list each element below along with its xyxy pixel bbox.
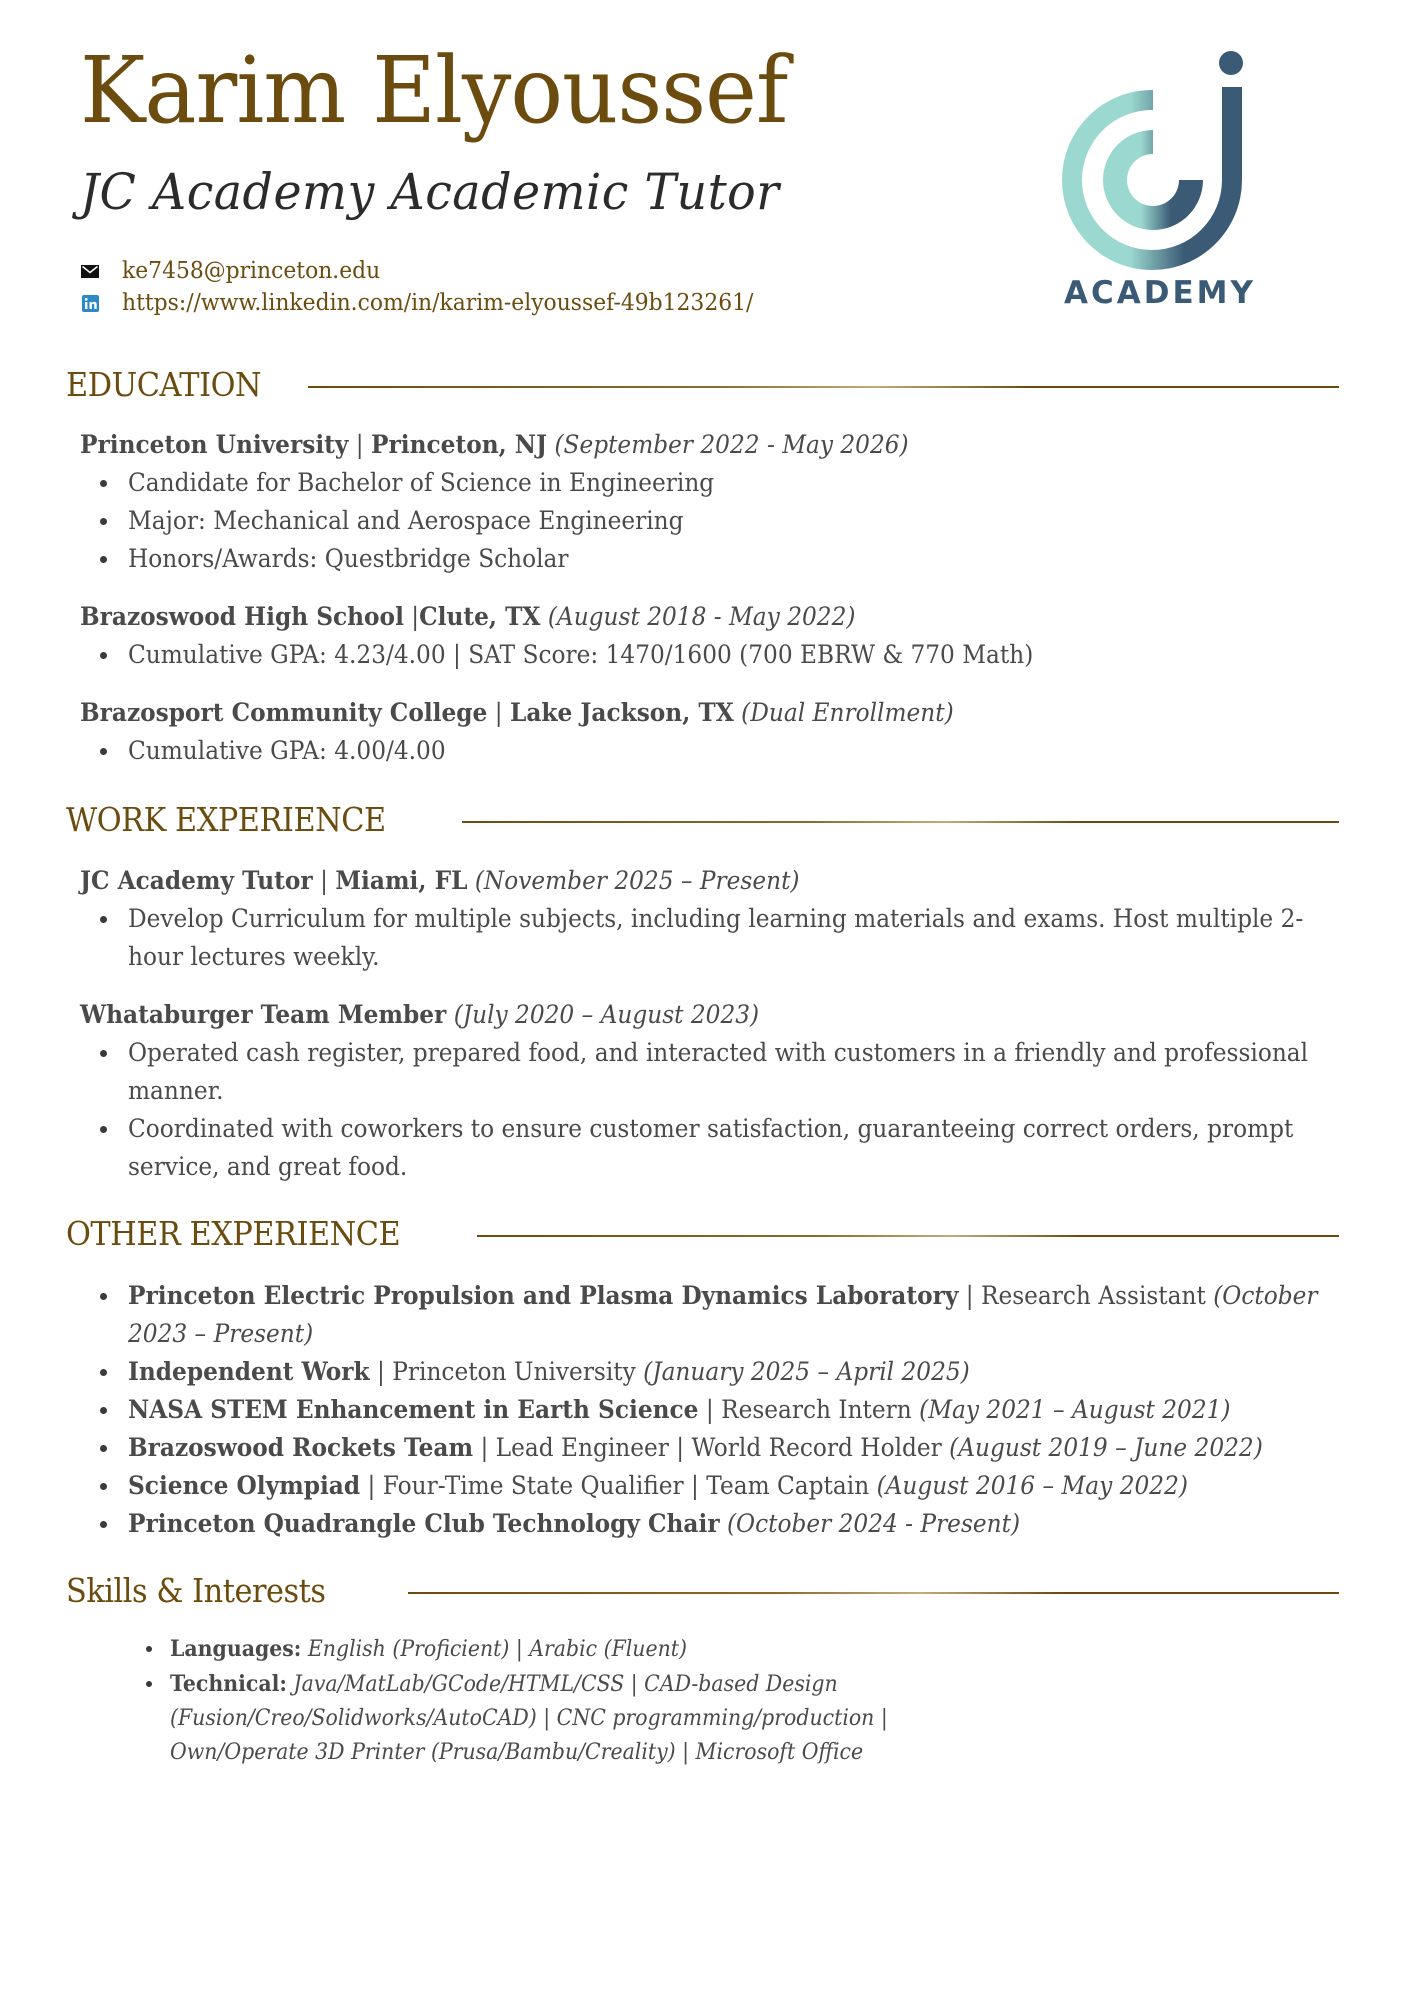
logo-dot bbox=[1219, 51, 1243, 75]
dates: (August 2019 – June 2022) bbox=[949, 1433, 1263, 1462]
list-item bbox=[80, 1467, 1344, 1505]
role: JC Academy Tutor bbox=[80, 866, 313, 895]
detail: | Lead Engineer | World Record Holder bbox=[473, 1433, 950, 1462]
contact-linkedin bbox=[80, 287, 787, 319]
list-item: Major: Mechanical and Aerospace Engineering bbox=[80, 502, 1344, 540]
location: Clute, TX bbox=[419, 602, 541, 631]
education-entry bbox=[80, 426, 1344, 578]
education-entry bbox=[80, 598, 1344, 674]
skill-label: Technical: bbox=[170, 1671, 287, 1697]
list-item bbox=[124, 1667, 1294, 1770]
section-divider bbox=[462, 821, 1339, 823]
list-item: Operated cash register, prepared food, and interacted with customers in a friendly and professional manner. bbox=[80, 1034, 1344, 1110]
entry-header bbox=[80, 426, 1256, 464]
dates: (May 2021 – August 2021) bbox=[919, 1395, 1231, 1424]
section-divider bbox=[477, 1235, 1339, 1237]
location: Princeton, NJ bbox=[371, 430, 548, 459]
list-item bbox=[80, 1353, 1344, 1391]
section-title-work: WORK EXPERIENCE bbox=[66, 799, 386, 839]
other-experience-list bbox=[80, 1277, 1344, 1543]
entry-header bbox=[80, 862, 1256, 900]
dates: (October 2023 – Present) bbox=[128, 1281, 1318, 1348]
section-title-skills: Skills & Interests bbox=[66, 1570, 326, 1610]
separator: | bbox=[312, 866, 336, 895]
linkedin-link[interactable]: https://www.linkedin.com/in/karim-elyoussef-49b123261/ bbox=[122, 290, 754, 316]
list-item bbox=[80, 1277, 1344, 1353]
school-name: Brazoswood High School bbox=[80, 602, 404, 631]
location: Lake Jackson, TX bbox=[509, 698, 734, 727]
job-title: JC Academy Academic Tutor bbox=[80, 163, 780, 221]
org-name: Brazoswood Rockets Team bbox=[128, 1433, 474, 1462]
org-name: NASA STEM Enhancement in Earth Science bbox=[128, 1395, 699, 1424]
list-item: Coordinated with coworkers to ensure customer satisfaction, guaranteeing correct orders, prompt service, and great food. bbox=[80, 1110, 1344, 1186]
section-divider bbox=[408, 1592, 1339, 1594]
separator: | bbox=[403, 602, 420, 631]
detail: | Research Intern bbox=[698, 1395, 920, 1424]
skill-value: Java/MatLab/GCode/HTML/CSS | CAD-based Design (Fusion/Creo/Solidworks/AutoCAD) | CNC programming/production | Own/Operate 3D Printer (Prusa/Bambu/Creality) | Microsoft Office bbox=[170, 1672, 888, 1765]
skills-list bbox=[124, 1632, 1294, 1770]
list-item: Honors/Awards: Questbridge Scholar bbox=[80, 540, 1344, 578]
section-divider bbox=[308, 386, 1339, 388]
list-item bbox=[124, 1632, 1294, 1667]
education-entry bbox=[80, 694, 1344, 770]
org-name: Princeton Quadrangle Club Technology Chair bbox=[128, 1509, 720, 1538]
school-name: Brazosport Community College bbox=[80, 698, 488, 727]
work-entry bbox=[80, 862, 1344, 976]
section-title-education: EDUCATION bbox=[66, 364, 262, 404]
separator: | bbox=[487, 698, 510, 727]
list-item: Candidate for Bachelor of Science in Engineering bbox=[80, 464, 1344, 502]
dates: (July 2020 – August 2023) bbox=[453, 1000, 760, 1029]
entry-header bbox=[80, 694, 1256, 732]
linkedin-icon bbox=[80, 295, 100, 311]
list-item: Develop Curriculum for multiple subjects, including learning materials and exams. Host multiple 2-hour lectures weekly. bbox=[80, 900, 1344, 976]
email-link[interactable]: ke7458@princeton.edu bbox=[122, 258, 381, 284]
contact-email bbox=[80, 255, 787, 287]
school-name: Princeton University bbox=[80, 430, 349, 459]
candidate-name: Karim Elyoussef bbox=[80, 37, 788, 144]
dates: (January 2025 – April 2025) bbox=[643, 1357, 970, 1386]
org-name: Independent Work bbox=[128, 1357, 370, 1386]
detail: | Princeton University bbox=[369, 1357, 644, 1386]
separator: | bbox=[348, 430, 372, 459]
location: Miami, FL bbox=[335, 866, 468, 895]
dates: (August 2018 - May 2022) bbox=[547, 602, 856, 631]
skill-value: English (Proficient) | Arabic (Fluent) bbox=[301, 1637, 687, 1662]
list-item: Cumulative GPA: 4.23/4.00 | SAT Score: 1470/1600 (700 EBRW & 770 Math) bbox=[80, 636, 1344, 674]
detail bbox=[720, 1509, 727, 1538]
org-name: Princeton Electric Propulsion and Plasma Dynamics Laboratory bbox=[128, 1281, 959, 1310]
skill-label: Languages: bbox=[170, 1636, 302, 1662]
detail: | Research Assistant bbox=[958, 1281, 1214, 1310]
section-skills bbox=[66, 1568, 1339, 1612]
dates: (September 2022 - May 2026) bbox=[554, 430, 909, 459]
jc-academy-logo bbox=[1050, 45, 1280, 315]
section-other-experience bbox=[66, 1211, 1339, 1255]
logo-text: ACADEMY bbox=[1064, 275, 1256, 311]
detail: | Four-Time State Qualifier | Team Captain bbox=[360, 1471, 877, 1500]
list-item: Cumulative GPA: 4.00/4.00 bbox=[80, 732, 1344, 770]
dates: (October 2024 - Present) bbox=[726, 1509, 1021, 1538]
entry-header bbox=[80, 996, 1256, 1034]
list-item bbox=[80, 1505, 1344, 1543]
org-name: Science Olympiad bbox=[128, 1471, 361, 1500]
section-work-experience bbox=[66, 797, 1339, 841]
section-education bbox=[66, 362, 1339, 406]
section-title-other: OTHER EXPERIENCE bbox=[66, 1213, 401, 1253]
dates: (Dual Enrollment) bbox=[741, 698, 954, 727]
list-item bbox=[80, 1391, 1344, 1429]
contact-list bbox=[80, 255, 787, 319]
dates: (August 2016 – May 2022) bbox=[876, 1471, 1188, 1500]
email-icon bbox=[80, 263, 100, 279]
role: Whataburger Team Member bbox=[80, 1000, 447, 1029]
entry-header bbox=[80, 598, 1256, 636]
work-entry bbox=[80, 996, 1344, 1186]
dates: (November 2025 – Present) bbox=[474, 866, 800, 895]
list-item bbox=[80, 1429, 1344, 1467]
